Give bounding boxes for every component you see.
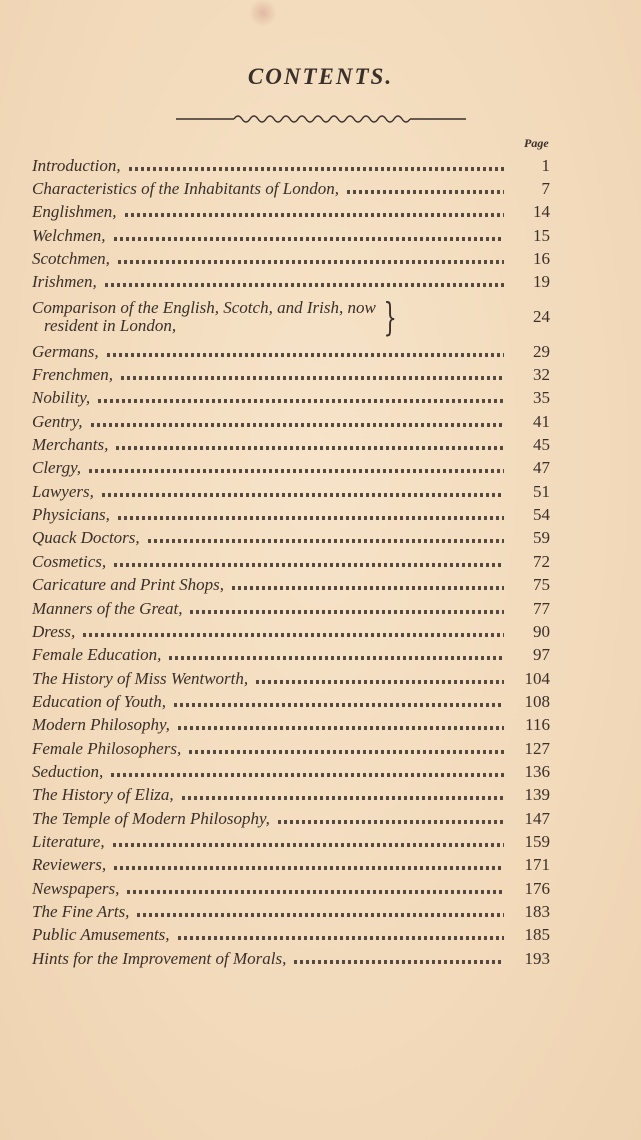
toc-entry-label: Hints for the Improvement of Morals, xyxy=(32,948,287,968)
toc-entry-page-number: 59 xyxy=(533,528,550,548)
toc-entry xyxy=(32,177,552,200)
dot-leader xyxy=(114,237,505,241)
toc-entry-label: Seduction, xyxy=(32,761,104,781)
dot-leader xyxy=(114,866,504,870)
dot-leader xyxy=(189,750,504,754)
dot-leader xyxy=(111,773,504,777)
toc-entry-label-continued: resident in London, xyxy=(44,316,177,336)
dot-leader xyxy=(118,260,504,264)
toc-entry xyxy=(32,854,552,877)
dot-leader xyxy=(182,796,504,800)
toc-entry xyxy=(32,410,552,433)
toc-entry-label: Frenchmen, xyxy=(32,365,114,385)
dot-leader xyxy=(178,726,504,730)
toc-entry-page-number: 54 xyxy=(533,505,550,525)
toc-entry-label: Manners of the Great, xyxy=(32,598,183,618)
toc-entry-label: Characteristics of the Inhabitants of London, xyxy=(32,179,339,199)
table-of-contents xyxy=(32,154,552,970)
toc-entry xyxy=(32,597,552,620)
toc-entry xyxy=(32,154,552,177)
dot-leader xyxy=(190,610,504,614)
toc-entry xyxy=(32,433,552,456)
toc-entry xyxy=(32,784,552,807)
toc-entry xyxy=(32,247,552,270)
dot-leader xyxy=(256,680,504,684)
toc-entry-label: Nobility, xyxy=(32,388,91,408)
toc-entry-label: Scotchmen, xyxy=(32,249,110,269)
toc-entry-page-number: 104 xyxy=(524,668,550,688)
toc-entry-label: Comparison of the English, Scotch, and Irish, now xyxy=(32,298,376,318)
toc-entry-page-number: 159 xyxy=(524,831,550,851)
dot-leader xyxy=(114,563,504,567)
toc-entry xyxy=(32,503,552,526)
toc-entry-label: Public Amusements, xyxy=(32,925,170,945)
toc-entry-page-number: 77 xyxy=(533,598,550,618)
toc-entry-page-number: 183 xyxy=(524,901,550,921)
toc-entry xyxy=(32,714,552,737)
toc-entry xyxy=(32,877,552,900)
toc-entry-page-number: 15 xyxy=(533,225,550,245)
toc-entry xyxy=(32,620,552,643)
toc-entry xyxy=(32,737,552,760)
toc-entry-page-number: 41 xyxy=(533,411,550,431)
toc-entry xyxy=(32,480,552,503)
toc-entry xyxy=(32,667,552,690)
dot-leader xyxy=(102,493,504,497)
toc-entry-label: The Temple of Modern Philosophy, xyxy=(32,808,270,828)
toc-entry-page-number: 139 xyxy=(524,785,550,805)
toc-entry-page-number: 24 xyxy=(533,307,550,327)
dot-leader xyxy=(91,423,504,427)
dot-leader xyxy=(98,399,504,403)
toc-entry xyxy=(32,224,552,247)
toc-entry-page-number: 7 xyxy=(541,179,550,199)
toc-entry-page-number: 51 xyxy=(533,481,550,501)
toc-entry-label: Physicians, xyxy=(32,505,110,525)
toc-entry xyxy=(32,387,552,410)
toc-entry-page-number: 116 xyxy=(525,715,550,735)
dot-leader xyxy=(113,843,504,847)
toc-entry-page-number: 176 xyxy=(524,878,550,898)
toc-entry xyxy=(32,363,552,386)
toc-entry xyxy=(32,294,552,340)
toc-entry-label: Lawyers, xyxy=(32,481,94,501)
toc-entry-page-number: 136 xyxy=(524,761,550,781)
toc-entry-page-number: 45 xyxy=(533,435,550,455)
toc-entry-label: Newspapers, xyxy=(32,878,120,898)
dot-leader xyxy=(137,913,504,917)
toc-entry xyxy=(32,644,552,667)
toc-entry-page-number: 127 xyxy=(524,738,550,758)
toc-entry-label-block xyxy=(32,299,376,335)
dot-leader xyxy=(127,890,504,894)
toc-entry-label: Welchmen, xyxy=(32,225,106,245)
toc-entry-page-number: 193 xyxy=(524,948,550,968)
dot-leader xyxy=(125,213,504,217)
paper-stain xyxy=(248,0,278,26)
dot-leader xyxy=(89,469,504,473)
toc-entry xyxy=(32,807,552,830)
toc-entry-page-number: 16 xyxy=(533,249,550,269)
toc-entry-page-number: 1 xyxy=(541,155,550,175)
toc-entry-page-number: 97 xyxy=(533,645,550,665)
dot-leader xyxy=(116,446,504,450)
dot-leader xyxy=(278,820,504,824)
toc-entry-page-number: 35 xyxy=(533,388,550,408)
toc-entry xyxy=(32,574,552,597)
toc-entry-label: Education of Youth, xyxy=(32,691,166,711)
toc-entry-page-number: 14 xyxy=(533,202,550,222)
toc-entry-label: Caricature and Print Shops, xyxy=(32,575,225,595)
brace-icon: } xyxy=(383,295,397,340)
toc-entry xyxy=(32,271,552,294)
dot-leader xyxy=(294,960,504,964)
toc-entry xyxy=(32,527,552,550)
page-column-header: Page xyxy=(524,136,549,150)
toc-entry-label: Modern Philosophy, xyxy=(32,715,170,735)
dot-leader xyxy=(347,190,504,194)
toc-entry-page-number: 90 xyxy=(533,621,550,641)
toc-entry xyxy=(32,690,552,713)
toc-entry xyxy=(32,340,552,363)
toc-entry-label: Germans, xyxy=(32,341,99,361)
dot-leader xyxy=(129,167,504,171)
toc-entry xyxy=(32,830,552,853)
toc-entry-page-number: 147 xyxy=(524,808,550,828)
toc-entry-page-number: 32 xyxy=(533,365,550,385)
toc-entry-label: Female Philosophers, xyxy=(32,738,182,758)
toc-entry-label: Cosmetics, xyxy=(32,551,107,571)
dot-leader xyxy=(121,376,504,380)
toc-entry xyxy=(32,947,552,970)
dot-leader xyxy=(148,539,504,543)
toc-entry-label: Englishmen, xyxy=(32,202,117,222)
toc-entry-label: Clergy, xyxy=(32,458,81,478)
toc-entry-page-number: 19 xyxy=(533,272,550,292)
toc-entry-label: The History of Miss Wentworth, xyxy=(32,668,249,688)
toc-entry-page-number: 29 xyxy=(533,341,550,361)
toc-entry-label: Literature, xyxy=(32,831,105,851)
dot-leader xyxy=(232,586,504,590)
toc-entry-label: Reviewers, xyxy=(32,855,107,875)
toc-entry-page-number: 47 xyxy=(533,458,550,478)
dot-leader xyxy=(105,283,504,287)
toc-entry xyxy=(32,457,552,480)
dot-leader xyxy=(107,353,504,357)
toc-entry-label: Female Education, xyxy=(32,645,162,665)
dot-leader xyxy=(174,703,504,707)
toc-entry-label: Introduction, xyxy=(32,155,121,175)
toc-entry-label: The History of Eliza, xyxy=(32,785,174,805)
dot-leader xyxy=(118,516,504,520)
toc-entry-page-number: 108 xyxy=(524,691,550,711)
toc-entry xyxy=(32,201,552,224)
toc-entry-page-number: 185 xyxy=(524,925,550,945)
dot-leader xyxy=(178,936,504,940)
toc-entry-label: Dress, xyxy=(32,621,76,641)
toc-entry xyxy=(32,924,552,947)
toc-entry-label: Merchants, xyxy=(32,435,109,455)
dot-leader xyxy=(83,633,504,637)
page-title: CONTENTS. xyxy=(247,64,394,89)
toc-entry-page-number: 171 xyxy=(524,855,550,875)
toc-entry-label: The Fine Arts, xyxy=(32,901,130,921)
toc-entry xyxy=(32,760,552,783)
toc-entry xyxy=(32,550,552,573)
toc-entry-page-number: 72 xyxy=(533,551,550,571)
toc-entry-label: Irishmen, xyxy=(32,272,97,292)
ornament-divider-icon xyxy=(176,112,466,126)
toc-entry-label: Gentry, xyxy=(32,411,83,431)
toc-entry-page-number: 75 xyxy=(533,575,550,595)
toc-entry xyxy=(32,900,552,923)
toc-entry-label: Quack Doctors, xyxy=(32,528,140,548)
dot-leader xyxy=(169,656,504,660)
